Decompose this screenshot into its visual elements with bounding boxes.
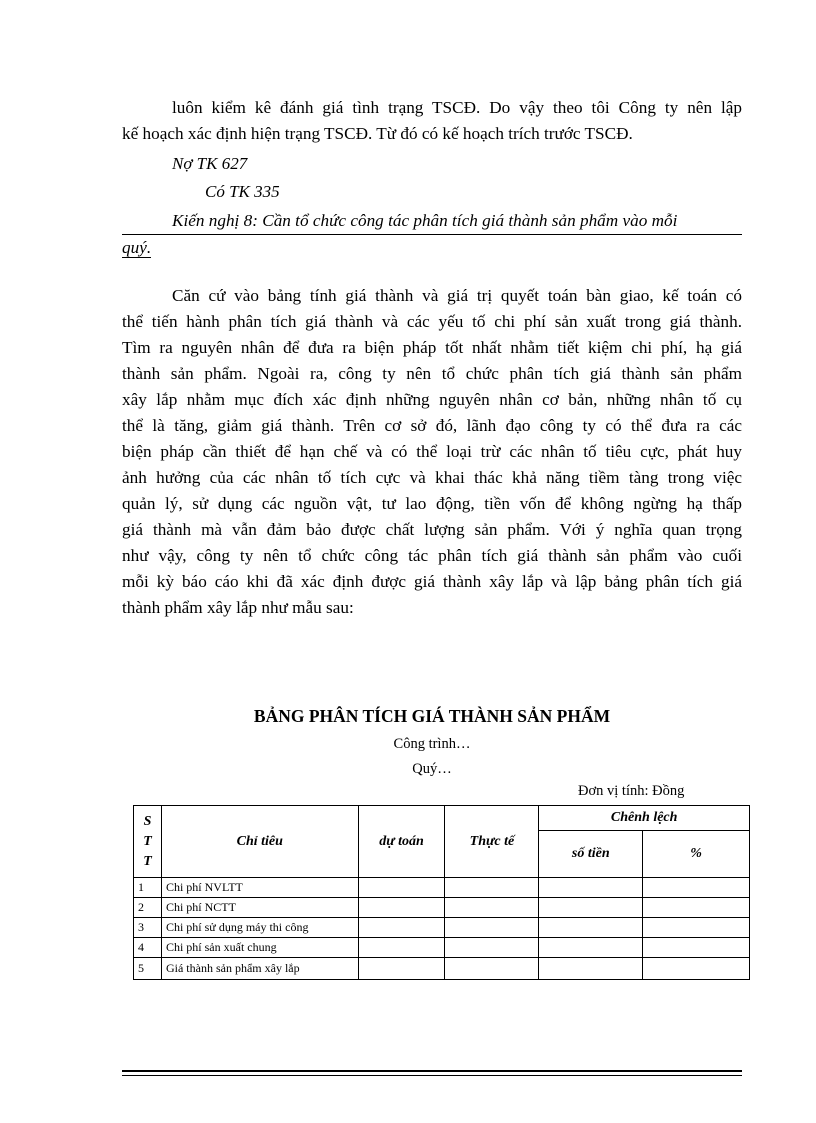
body-line: thành phẩm xây lắp như mẫu sau: (122, 598, 354, 617)
body-line: Tìm ra nguyên nhân để đưa ra biện pháp tốt nhất nhằm tiết kiệm chi phí, hạ giá (122, 338, 742, 357)
estimate-cell (358, 898, 445, 918)
recommendation-line-1: Kiến nghị 8: Cần tổ chức công tác phân tích giá thành sản phẩm vào mỗi (122, 208, 742, 235)
stt-header (134, 806, 162, 878)
row-label: Chi phí sản xuất chung (161, 938, 358, 958)
amount-cell (539, 918, 643, 938)
recommendation-line-2: quý. (122, 238, 152, 257)
stt-header-s: S (143, 813, 152, 829)
percent-cell (643, 958, 750, 980)
percent-cell (643, 898, 750, 918)
table-row (134, 898, 750, 918)
body-line: quản lý, sử dụng các nguồn vật, tư lao động, tiền vốn để không ngừng hạ thấp (122, 494, 742, 513)
unit-label: Đơn vị tính: Đồng (578, 783, 685, 799)
body-line: ảnh hưởng của các nhân tố tích cực và khai thác khả năng tiềm tàng trong việc (122, 468, 742, 487)
row-label: Chi phí NVLTT (161, 878, 358, 898)
actual-cell (445, 898, 539, 918)
percent-cell (643, 918, 750, 938)
recommendation-heading (122, 208, 742, 261)
body-line: biện pháp cần thiết để hạn chế và có thể loại trừ các nhân tố tiêu cực, phát huy (122, 442, 742, 461)
row-label: Chi phí NCTT (161, 898, 358, 918)
percent-cell (643, 938, 750, 958)
quarter-line: Quý… (412, 761, 452, 777)
footer-rule-thin (122, 1075, 742, 1076)
amount-cell (539, 938, 643, 958)
body-line: thể là tăng, giảm giá thành. Trên cơ sở đó, lãnh đạo công ty có thể đưa ra các (122, 416, 742, 435)
amount-header: số tiền (539, 831, 643, 878)
intro-line-2: kế hoạch xác định hiện trạng TSCĐ. Từ đó có kế hoạch trích trước TSCĐ. (122, 124, 633, 143)
estimate-cell (358, 878, 445, 898)
table-title: BẢNG PHÂN TÍCH GIÁ THÀNH SẢN PHẨM (253, 706, 611, 726)
estimate-header: dự toán (358, 806, 445, 878)
actual-cell (445, 918, 539, 938)
estimate-cell (358, 938, 445, 958)
difference-header: Chênh lệch (539, 806, 750, 831)
table-row (134, 958, 750, 980)
amount-cell (539, 958, 643, 980)
actual-cell (445, 878, 539, 898)
body-line: giá thành mà vẫn đảm bảo được chất lượng sản phẩm. Với ý nghĩa quan trọng (122, 520, 742, 539)
amount-cell (539, 878, 643, 898)
estimate-cell (358, 918, 445, 938)
amount-cell (539, 898, 643, 918)
row-number: 3 (134, 918, 162, 938)
intro-line-1: luôn kiểm kê đánh giá tình trạng TSCĐ. Do vậy theo tôi Công ty nên lập (172, 98, 742, 117)
actual-header: Thực tế (445, 806, 539, 878)
stt-header-t1: T (143, 833, 152, 849)
body-line: Căn cứ vào bảng tính giá thành và giá trị quyết toán bàn giao, kế toán có (172, 286, 742, 305)
table-row (134, 918, 750, 938)
row-number: 1 (134, 878, 162, 898)
body-line: mỗi kỳ báo cáo khi đã xác định được giá thành xây lắp và lập bảng phân tích giá (122, 572, 742, 591)
actual-cell (445, 938, 539, 958)
body-line: thành sản phẩm. Ngoài ra, công ty nên tổ chức phân tích giá thành sản phẩm (122, 364, 742, 383)
project-line: Công trình… (393, 736, 471, 752)
row-number: 5 (134, 958, 162, 980)
body-line: như vậy, công ty nên tổ chức công tác phân tích giá thành sản phẩm vào cuối (122, 546, 742, 565)
stt-header-t2: T (143, 853, 152, 869)
indicator-header: Chỉ tiêu (161, 806, 358, 878)
footer-rule-thick (122, 1070, 742, 1072)
body-line: thể tiến hành phân tích giá thành và các yếu tố chi phí sản xuất trong giá thành. (122, 312, 742, 331)
cost-analysis-table (133, 805, 750, 980)
header-row-1 (134, 806, 750, 831)
table-row (134, 878, 750, 898)
row-label: Chi phí sử dụng máy thi công (161, 918, 358, 938)
row-number: 4 (134, 938, 162, 958)
debit-entry: Nợ TK 627 (172, 154, 248, 173)
percent-cell (643, 878, 750, 898)
table-row (134, 938, 750, 958)
body-paragraph (122, 283, 742, 621)
percent-header: % (643, 831, 750, 878)
row-label: Giá thành sản phẩm xây lắp (161, 958, 358, 980)
actual-cell (445, 958, 539, 980)
estimate-cell (358, 958, 445, 980)
intro-paragraph (122, 95, 742, 147)
row-number: 2 (134, 898, 162, 918)
body-line: xây lắp nhằm mục đích xác định những nguyên nhân cơ bản, những nhân tố cụ (122, 390, 742, 409)
credit-entry: Có TK 335 (205, 182, 280, 201)
